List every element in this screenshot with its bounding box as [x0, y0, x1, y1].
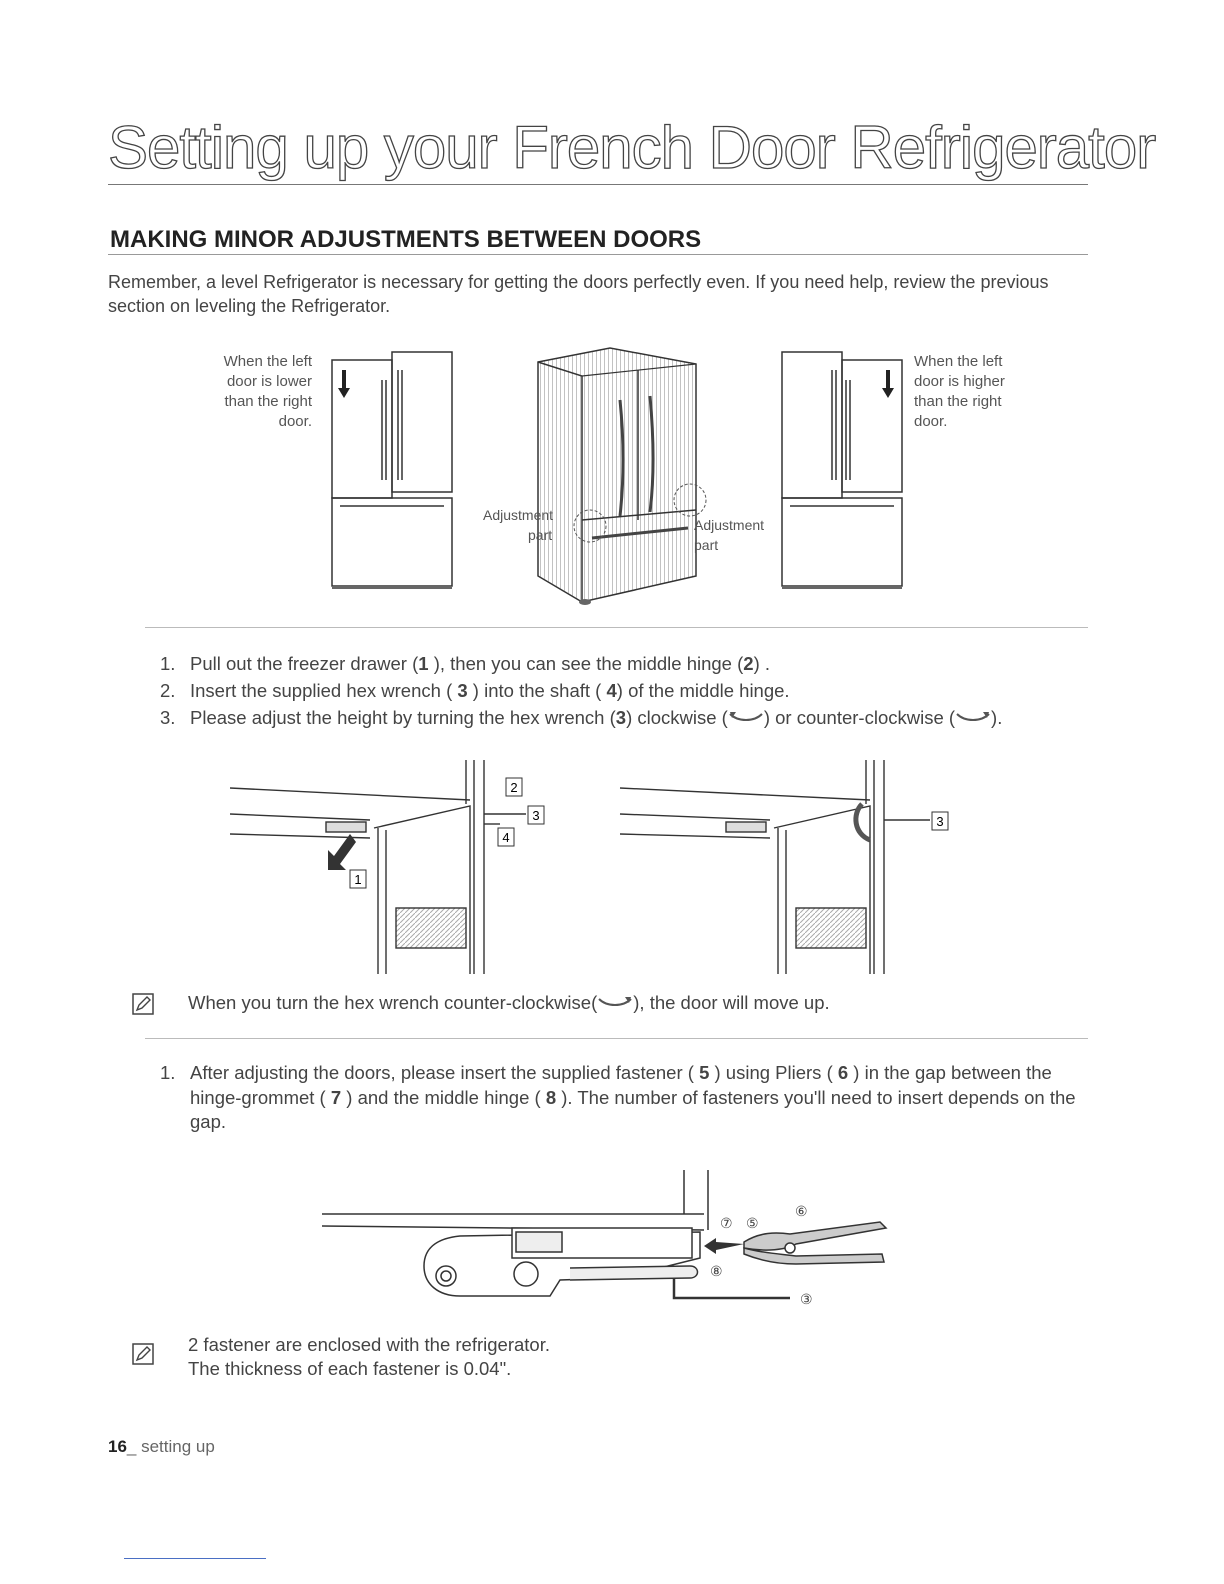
left-door-caption: When the left door is lower than the right door. [223, 353, 312, 430]
callout-right-line1: Adjustment [694, 517, 765, 533]
fridge-left-higher [782, 352, 902, 588]
down-arrow-icon [338, 370, 350, 398]
svg-text:③: ③ [800, 1291, 813, 1307]
door-level-illustration [320, 340, 920, 615]
note-icon [132, 993, 154, 1015]
title-divider [108, 184, 1088, 185]
svg-text:3: 3 [532, 808, 540, 823]
insert-arrow-icon [704, 1238, 744, 1254]
hinge-view-left [230, 760, 526, 974]
step-item: 2. Insert the supplied hex wrench ( 3 ) into the shaft ( 4) of the middle hinge. [160, 680, 790, 701]
svg-text:3: 3 [936, 814, 944, 829]
callout-right-line2: part [694, 537, 719, 553]
page-title: Setting up your French Door Refrigerator [108, 114, 1156, 181]
hinge-adjustment-illustration [230, 758, 970, 976]
right-door-caption: When the left door is higher than the right door. [914, 353, 1005, 430]
section-divider [108, 254, 1088, 255]
divider-2 [145, 1038, 1088, 1039]
svg-text:1: 1 [354, 872, 362, 887]
svg-text:⑥: ⑥ [795, 1203, 808, 1219]
svg-text:⑦: ⑦ [720, 1215, 733, 1231]
clockwise-arrow-icon [728, 710, 764, 724]
counter-clockwise-arrow-icon [597, 995, 633, 1009]
pliers-icon [744, 1222, 886, 1264]
step-item: 1. After adjusting the doors, please insert the supplied fastener ( 5 ) using Pliers ( 6 ) in the gap between the hinge-grommet ( 7 ) and the middle hinge ( 8 ). The number of fasteners you'll need to insert depends on the gap. [160, 1062, 1076, 1132]
intro-paragraph: Remember, a level Refrigerator is necessary for getting the doors perfectly even. If you need help, review the previous section on leveling the Refrigerator. [108, 272, 1049, 316]
callout-labels-right [932, 812, 948, 830]
note-fasteners: 2 fastener are enclosed with the refrigerator. The thickness of each fastener is 0.04". [188, 1334, 550, 1379]
adjustment-steps [108, 650, 1088, 731]
fastener-steps [108, 1061, 1088, 1135]
page-footer: 16_ setting up [108, 1437, 215, 1456]
note-ccw: When you turn the hex wrench counter-clockwise( ), the door will move up. [188, 992, 830, 1013]
fridge-left-lower [332, 352, 452, 588]
hinge-view-right [620, 760, 930, 974]
pull-arrow-icon [328, 834, 356, 870]
callout-left-line2: part [528, 527, 553, 543]
step-item: 1. Pull out the freezer drawer (1 ), then you can see the middle hinge (2) . [160, 653, 771, 674]
section-heading: MAKING MINOR ADJUSTMENTS BETWEEN DOORS [110, 226, 702, 253]
divider-1 [145, 627, 1088, 628]
callout-labels-left [350, 778, 544, 888]
fridge-perspective [538, 348, 706, 605]
down-arrow-icon [882, 370, 894, 398]
svg-text:⑧: ⑧ [710, 1263, 723, 1279]
step-item: 3. Please adjust the height by turning the hex wrench (3) clockwise ( ) or counter-clockwise ( ). [160, 707, 1003, 728]
fastener-pliers-illustration [320, 1168, 900, 1308]
svg-text:4: 4 [502, 830, 510, 845]
svg-text:⑤: ⑤ [746, 1215, 759, 1231]
callout-left-line1: Adjustment [483, 507, 554, 523]
note-icon [132, 1343, 154, 1365]
svg-text:2: 2 [510, 780, 518, 795]
bottom-rule [124, 1558, 266, 1559]
counter-clockwise-arrow-icon [955, 710, 991, 724]
